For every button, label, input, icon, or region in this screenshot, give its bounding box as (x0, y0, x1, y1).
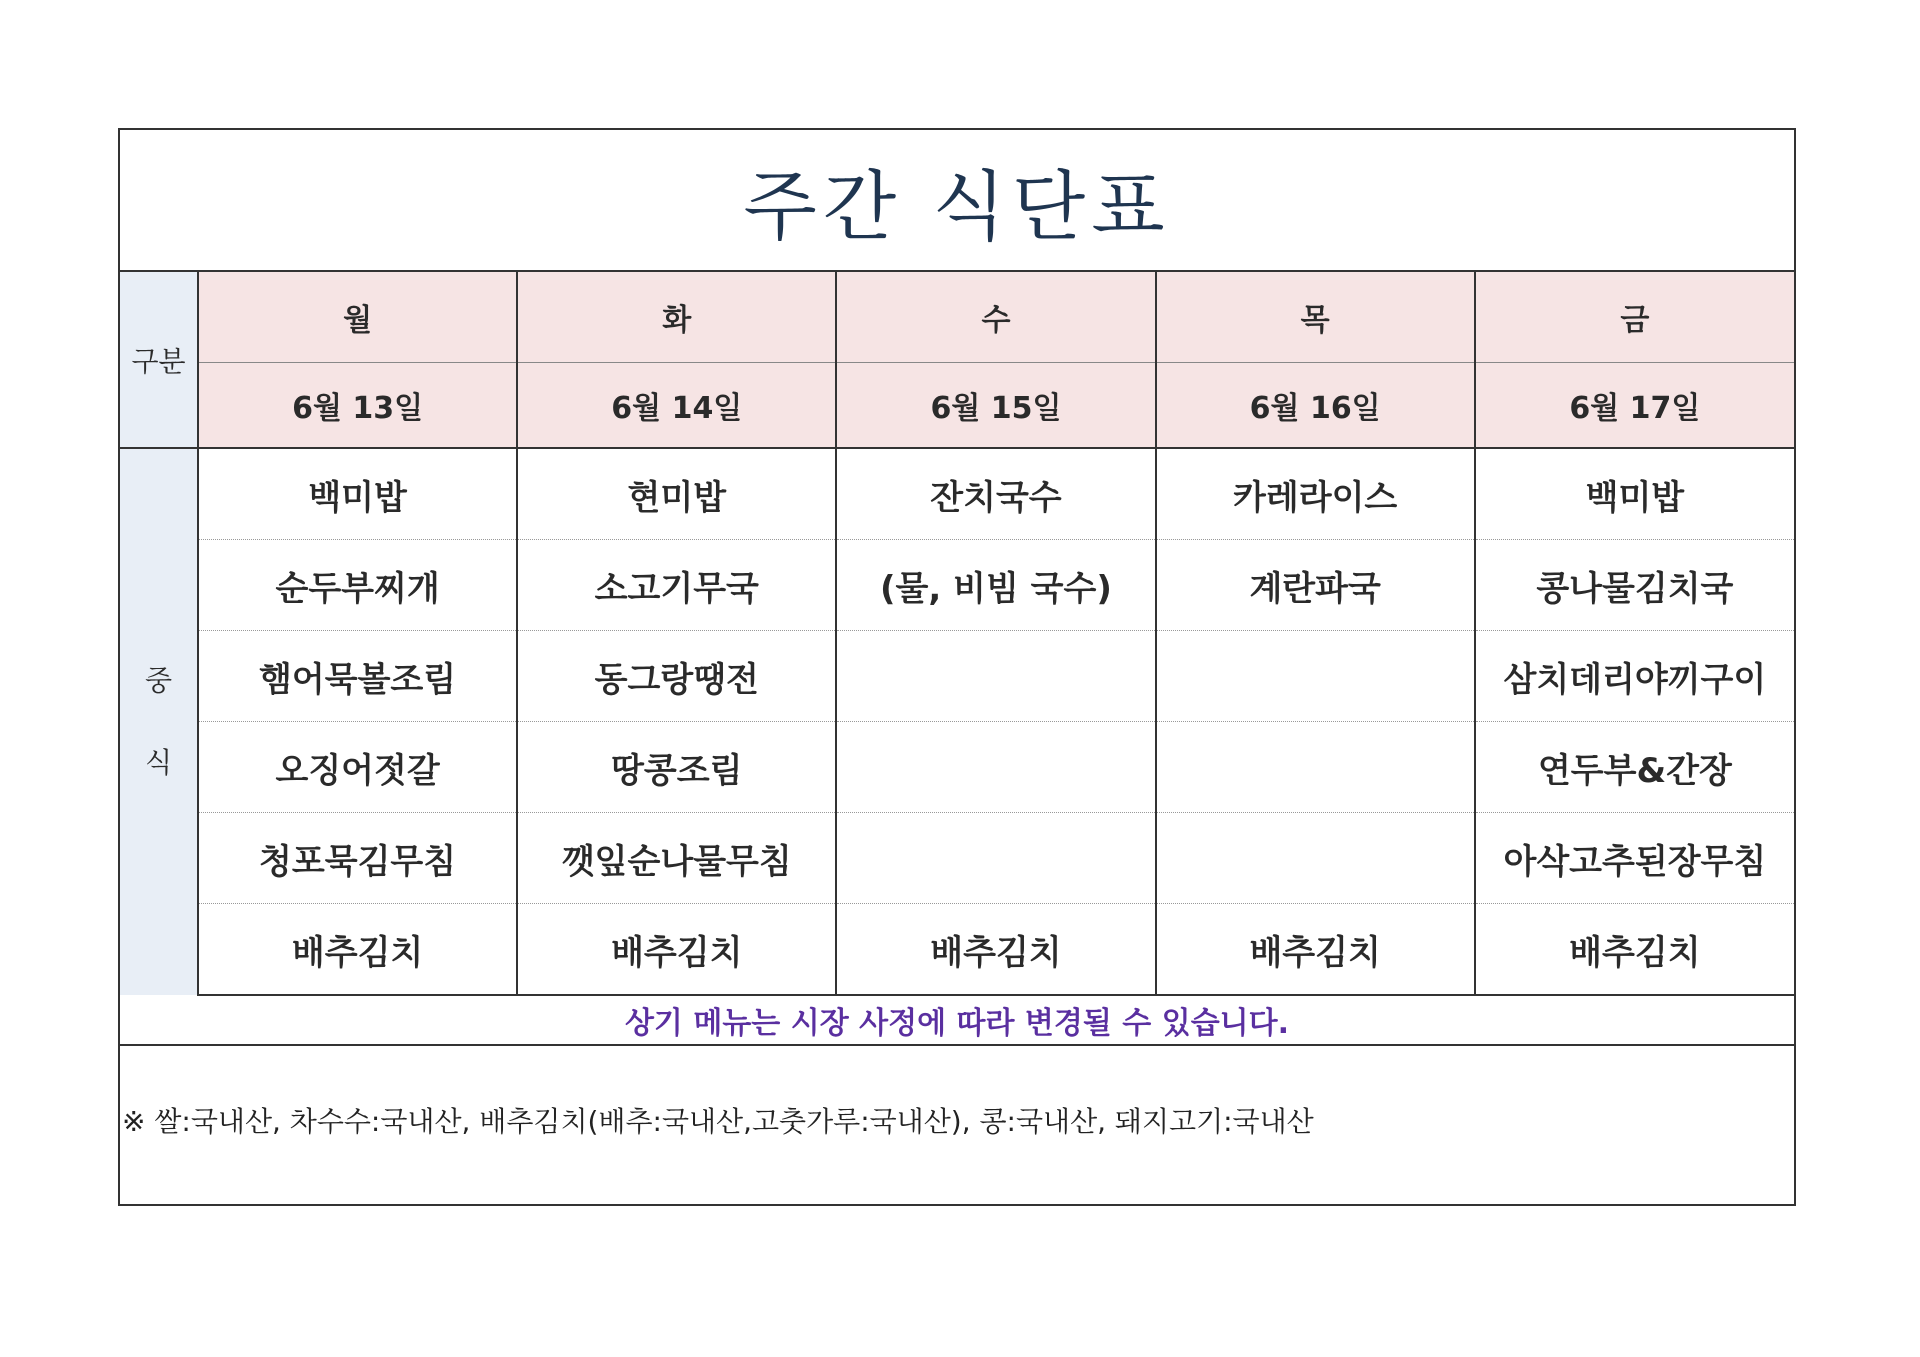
menu-item: 동그랑땡전 (517, 631, 836, 722)
menu-item: 배추김치 (198, 904, 517, 996)
meal-label (120, 448, 198, 995)
day-row (120, 272, 1794, 363)
menu-item: 순두부찌개 (198, 540, 517, 631)
menu-item: 카레라이스 (1156, 448, 1475, 540)
menu-item: 콩나물김치국 (1475, 540, 1794, 631)
menu-item (1156, 631, 1475, 722)
date-header: 6월 13일 (198, 363, 517, 449)
menu-change-notice: 상기 메뉴는 시장 사정에 따라 변경될 수 있습니다. (120, 996, 1794, 1046)
menu-item: 청포묵김무침 (198, 813, 517, 904)
origin-note: ※ 쌀:국내산, 차수수:국내산, 배추김치(배추:국내산,고춧가루:국내산), 콩:국내산, 돼지고기:국내산 (122, 1105, 1314, 1138)
menu-item: 소고기무국 (517, 540, 836, 631)
menu-item: 백미밥 (198, 448, 517, 540)
day-header: 화 (517, 272, 836, 363)
menu-item: 아삭고추된장무침 (1475, 813, 1794, 904)
day-header: 월 (198, 272, 517, 363)
day-header: 금 (1475, 272, 1794, 363)
menu-item (836, 813, 1155, 904)
menu-item: 배추김치 (517, 904, 836, 996)
menu-item: 연두부&간장 (1475, 722, 1794, 813)
menu-item: 배추김치 (1156, 904, 1475, 996)
menu-item: 햄어묵볼조림 (198, 631, 517, 722)
menu-row (120, 540, 1794, 631)
date-header: 6월 14일 (517, 363, 836, 449)
menu-row (120, 904, 1794, 996)
menu-item: 오징어젓갈 (198, 722, 517, 813)
menu-row (120, 448, 1794, 540)
menu-item: 백미밥 (1475, 448, 1794, 540)
menu-item (1156, 813, 1475, 904)
menu-item: 잔치국수 (836, 448, 1155, 540)
menu-item (1156, 722, 1475, 813)
menu-sheet (118, 128, 1796, 1206)
meal-label-char: 중 (144, 664, 173, 697)
date-header: 6월 17일 (1475, 363, 1794, 449)
meal-label-char: 식 (144, 746, 173, 779)
title-row (120, 130, 1794, 272)
menu-item (836, 631, 1155, 722)
menu-item: 땅콩조림 (517, 722, 836, 813)
menu-item: 현미밥 (517, 448, 836, 540)
menu-row (120, 722, 1794, 813)
page-title: 주간 식단표 (743, 161, 1171, 251)
day-header: 수 (836, 272, 1155, 363)
menu-item: 계란파국 (1156, 540, 1475, 631)
date-header: 6월 16일 (1156, 363, 1475, 449)
date-row (120, 363, 1794, 449)
date-header: 6월 15일 (836, 363, 1155, 449)
menu-item: 삼치데리야끼구이 (1475, 631, 1794, 722)
menu-item (836, 722, 1155, 813)
menu-row (120, 813, 1794, 904)
menu-item: (물, 비빔 국수) (836, 540, 1155, 631)
menu-row (120, 631, 1794, 722)
menu-item: 깻잎순나물무침 (517, 813, 836, 904)
menu-item: 배추김치 (1475, 904, 1794, 996)
menu-item: 배추김치 (836, 904, 1155, 996)
gubun-label: 구분 (120, 272, 198, 448)
day-header: 목 (1156, 272, 1475, 363)
menu-table (120, 272, 1794, 996)
